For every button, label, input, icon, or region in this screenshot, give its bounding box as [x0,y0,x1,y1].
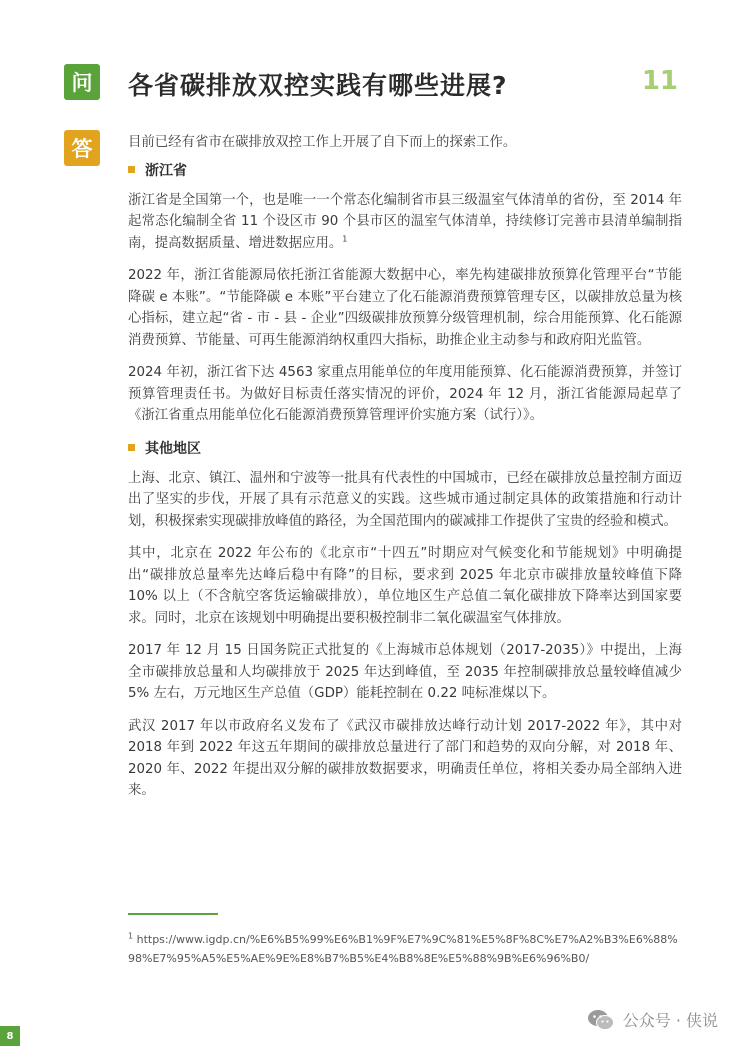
other-paragraph-3: 2017 年 12 月 15 日国务院正式批复的《上海城市总体规划（2017-2035）》中提出，上海全市碳排放总量和人均碳排放于 2025 年达到峰值，至 2035 年控制碳排放总量较峰值减少 5% 左右，万元地区生产总值（GDP）能耗控制在 0.22 吨标准煤以下。 [128,643,682,701]
section-heading-label: 浙江省 [145,162,187,179]
other-paragraph-4: 武汉 2017 年以市政府名义发布了《武汉市碳排放达峰行动计划 2017-2022 年》，其中对 2018 年到 2022 年这五年期间的碳排放总量进行了部门和趋势的双向分解，对 2018 年、2020 年、2022 年提出双分解的碳排放数据要求，明确责任单位，将相关委办局全部纳入进来。 [128,718,682,798]
section-heading-other-regions [128,438,682,458]
zhejiang-paragraph-1: 浙江省是全国第一个，也是唯一一个常态化编制省市县三级温室气体清单的省份，至 2014 年起常态化编制全省 11 个设区市 90 个县市区的温室气体清单，持续修订完善市县清单编制指南，提高数据质量、增进数据应用。$^1$ [128,192,682,251]
intro-paragraph: 目前已经有省市在碳排放双控工作上开展了自下而上的探索工作。 [128,135,517,150]
zhejiang-paragraph-3: 2024 年初，浙江省下达 4563 家重点用能单位的年度用能预算、化石能源消费预算，并签订预算管理责任书。为做好目标责任落实情况的评价，2024 年 12 月，浙江省能源局起草了《浙江省重点用能单位化石能源消费预算管理评价实施方案（试行）》。 [128,365,682,423]
page-title: 各省碳排放双控实践有哪些进展? [128,71,508,100]
footnote-divider [128,913,218,915]
answer-content [128,132,682,813]
footnote-link[interactable]: https://www.igdp.cn/%E6%B5%99%E6%B1%9F%E7%9C%81%E5%8F%8C%E7%A2%B3%E6%88%98%E7%95%A5%E5%AE%9E%E8%B7%B5%E4%B8%8E%E5%88%9B%E6%96%B0/ [128,933,678,965]
watermark-text: 公众号 · 侠说 [622,1011,718,1030]
footnote-reference[interactable]: 1 [342,234,348,244]
footnote-number: 1 [128,931,134,941]
page-number: 8 [0,1026,20,1046]
section-heading-label: 其他地区 [145,440,201,457]
question-badge: 问 [64,64,100,100]
zhejiang-paragraph-2: 2022 年，浙江省能源局依托浙江省能源大数据中心，率先构建碳排放预算化管理平台“节能降碳 e 本账”。“节能降碳 e 本账”平台建立了化石能源消费预算管理专区，以碳排放总量为核心指标，建立起“省 - 市 - 县 - 企业”四级碳排放预算分级管理机制，综合用能预算、化石能源消费预算、节能量、可再生能源消纳权重四大指标，助推企业主动参与和政府阳光监管。 [128,268,682,348]
wechat-icon [587,1009,615,1031]
other-paragraph-1: 上海、北京、镇江、温州和宁波等一批具有代表性的中国城市，已经在碳排放总量控制方面迈出了坚实的步伐，开展了具有示范意义的实践。这些城市通过制定具体的政策措施和行动计划，积极探索实现碳排放峰值的路径，为全国范围内的碳减排工作提供了宝贵的经验和模式。 [128,470,682,529]
watermark [587,1008,718,1031]
bullet-square-icon [128,444,135,451]
answer-badge: 答 [64,130,100,166]
footnote [128,930,684,968]
question-number: 11 [641,66,678,96]
section-heading-zhejiang [128,160,682,180]
other-paragraph-2: 其中，北京在 2022 年公布的《北京市“十四五”时期应对气候变化和节能规划》中明确提出“碳排放总量率先达峰后稳中有降”的目标，要求到 2025 年北京市碳排放量较峰值下降 10% 以上（不含航空客货运输碳排放），单位地区生产总值二氧化碳排放下降率达到国家要求。同时，北京在该规划中明确提出要积极控制非二氧化碳温室气体排放。 [128,546,682,626]
bullet-square-icon [128,166,135,173]
